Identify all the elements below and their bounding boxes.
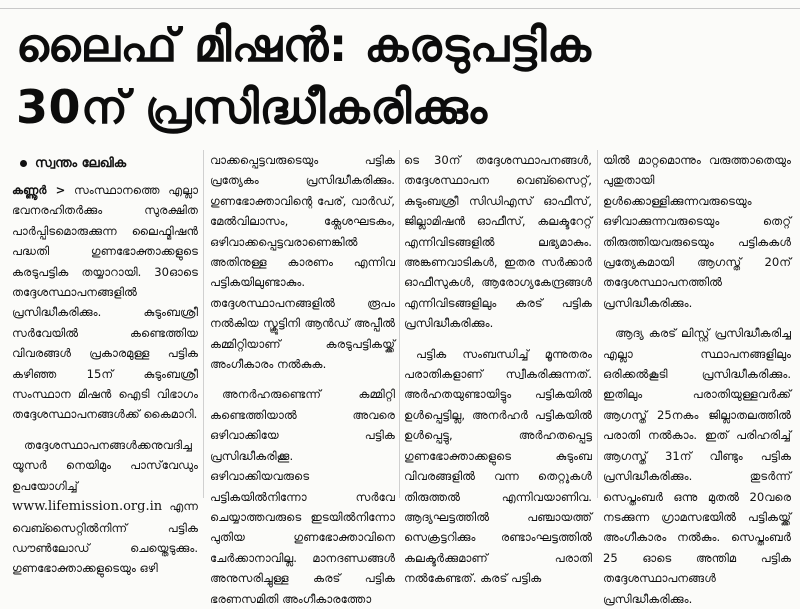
article-column-3 — [404, 150, 592, 586]
article-column-4 — [603, 150, 791, 606]
article-column-1 — [12, 180, 198, 576]
article-paragraph: തദ്ദേശസ്ഥാപനങ്ങൾക്കനുവദിച്ച യൂസർ നെയിമും പാസ്‌വേഡും ഉപയോഗിച്ച് www.lifemission.org.in എന്ന വെബ്സൈറ്റിൽനിന്ന് പട്ടിക ഡൗൺലോഡ് ചെയ്തെടുക്കും. ഗുണഭോക്താക്കളുടെയും ഒഴി — [12, 437, 198, 576]
page-top-rule — [0, 0, 800, 9]
article-paragraph: വാക്കപ്പെട്ടവരുടെയും പട്ടിക പ്രത്യേകം പ്രസിദ്ധീകരിക്കും. ഗുണഭോക്താവിന്റെ പേര്, വാർഡ്, മേൽവിലാസം, ക്ലേശഘടകം, ഒഴിവാക്കപ്പെട്ടവരാണെങ്കിൽ അതിനുള്ള കാരണം എന്നിവ പട്ടികയിലുണ്ടാകും. തദ്ദേശസ്ഥാപനങ്ങളിൽ രൂപം നൽകിയ സ്ക്രൂട്ടിനി ആൻഡ് അപ്പീൽ കമ്മിറ്റിയാണ് കരടുപട്ടികയ്ക്ക് അംഗീകാരം നൽകുക. — [210, 153, 395, 372]
column-divider — [203, 150, 204, 498]
article-paragraph: അനർഹരുണ്ടെന്ന് കമ്മിറ്റി കണ്ടെത്തിയാൽ അവരെ ഒഴിവാക്കിയേ പട്ടിക പ്രസിദ്ധീകരിക്കൂ. ഒഴിവാക്കിയവരുടെ പട്ടികയിൽനിന്നോ സർവേ ചെയ്യാത്തവരുടെ ഇടയിൽനിന്നോ പുതിയ ഗുണഭോക്താവിനെ ചേർക്കാനാവില്ല. മാനദണ്ഡങ്ങൾ അനുസരിച്ചുള്ള കരട് പട്ടിക ഭരണസമിതി അംഗീകാരത്തോ — [210, 387, 395, 606]
dateline: കണ്ണൂർ > — [12, 183, 66, 197]
article-paragraph: ടെ 30ന് തദ്ദേശസ്ഥാപനങ്ങൾ, തദ്ദേശസ്ഥാപന വെബ്സൈറ്റ്, കുടുംബശ്രീ സിഡിഎസ് ഓഫീസ്, ജില്ലാമിഷൻ ഓഫീസ്, കലക്ടറേറ്റ് എന്നിവിടങ്ങളിൽ ലഭ്യമാകും. അങ്കണവാടികൾ, ഇതര സർക്കാർ ഓഫീസുകൾ, ആരോഗ്യകേന്ദ്രങ്ങൾ എന്നിവിടങ്ങളിലും കരട് പട്ടിക പ്രസിദ്ധീകരിക്കും. — [404, 153, 592, 331]
column-divider — [597, 150, 598, 498]
article-paragraph: ആദ്യ കരട് ലിസ്റ്റ് പ്രസിദ്ധീകരിച്ച എല്ലാ സ്ഥാപനങ്ങളിലും ഒരിക്കൽകൂടി പ്രസിദ്ധീകരിക്കും. ഇതിലും പരാതിയുള്ളവർക്ക് ആഗസ്ത് 25നകം ജില്ലാതലത്തിൽ പരാതി നൽകാം. ഇത് പരിഹരിച്ച് ആഗസ്ത് 31ന് വീണ്ടും പട്ടിക പ്രസിദ്ധീകരിക്കും. തുടർന്ന് സെപ്തംബർ ഒന്നു മുതൽ 20വരെ നടക്കുന്ന ഗ്രാമസഭയിൽ പട്ടികയ്ക്ക് അംഗീകാരം നൽകും. സെപ്തംബർ 25 ഓടെ അന്തിമ പട്ടിക തദ്ദേശസ്ഥാപനങ്ങൾ പ്രസിദ്ധീകരിക്കും. — [603, 326, 791, 606]
headline-line-1: ലൈഫ് മിഷൻ: കരടുപട്ടിക — [16, 18, 592, 72]
website-url: www.lifemission.org.in — [12, 499, 163, 515]
byline — [20, 155, 126, 173]
byline-author: സ്വന്തം ലേഖിക — [35, 156, 127, 171]
article-paragraph: യിൽ മാറ്റമൊന്നും വരുത്താതെയും പുതുതായി ഉൾക്കൊള്ളിക്കുന്നവരുടെയും ഒഴിവാക്കുന്നവരുടെയും തെറ്റ് തിരുത്തിയവരുടെയും പട്ടികകൾ പ്രത്യേകമായി ആഗസ്ത് 20ന് തദ്ദേശസ്ഥാപനത്തിൽ പ്രസിദ്ധീകരിക്കും. — [603, 153, 791, 310]
headline — [16, 14, 786, 138]
article-paragraph: കണ്ണൂർ > സംസ്ഥാനത്തെ എല്ലാ ഭവനരഹിതർക്കും സുരക്ഷിത പാർപ്പിടമൊരുക്കുന്ന ലൈഫ്മിഷൻ പദ്ധതി ഗുണഭോക്താക്കളുടെ കരടുപട്ടിക തയ്യാറായി. 30ഓടെ തദ്ദേശസ്ഥാപനങ്ങളിൽ പ്രസിദ്ധീകരിക്കും. കുടുംബശ്രീ സർവേയിൽ കണ്ടെത്തിയ വിവരങ്ങൾ പ്രകാരമുള്ള പട്ടിക കഴിഞ്ഞ 15ന് കുടുംബശ്രീ സംസ്ഥാന മിഷൻ ഐടി വിഭാഗം തദ്ദേശസ്ഥാപനങ്ങൾക്ക് കൈമാറി. — [12, 183, 198, 422]
article-paragraph: പട്ടിക സംബന്ധിച്ച് മൂന്നുതരം പരാതികളാണ് സ്വീകരിക്കുന്നത്. അർഹതയുണ്ടായിട്ടും പട്ടികയിൽ ഉൾപ്പെട്ടില്ല, അനർഹർ പട്ടികയിൽ ഉൾപ്പെട്ടു, അർഹതപ്പെട്ട ഗുണഭോക്താക്കളുടെ കുടുംബ വിവരങ്ങളിൽ വന്ന തെറ്റുകൾ തിരുത്തൽ എന്നിവയാണിവ. ആദ്യഘട്ടത്തിൽ പഞ്ചായത്ത് സെക്രട്ടറിക്കും രണ്ടാംഘട്ടത്തിൽ കലക്ടർക്കുമാണ് പരാതി നൽകേണ്ടത്. കരട് പട്ടിക — [404, 346, 592, 586]
column-divider — [399, 150, 400, 498]
bullet-icon — [20, 160, 27, 167]
article-column-2 — [210, 150, 395, 606]
headline-line-2: 30ന് പ്രസിദ്ധീകരിക്കും — [16, 80, 488, 134]
